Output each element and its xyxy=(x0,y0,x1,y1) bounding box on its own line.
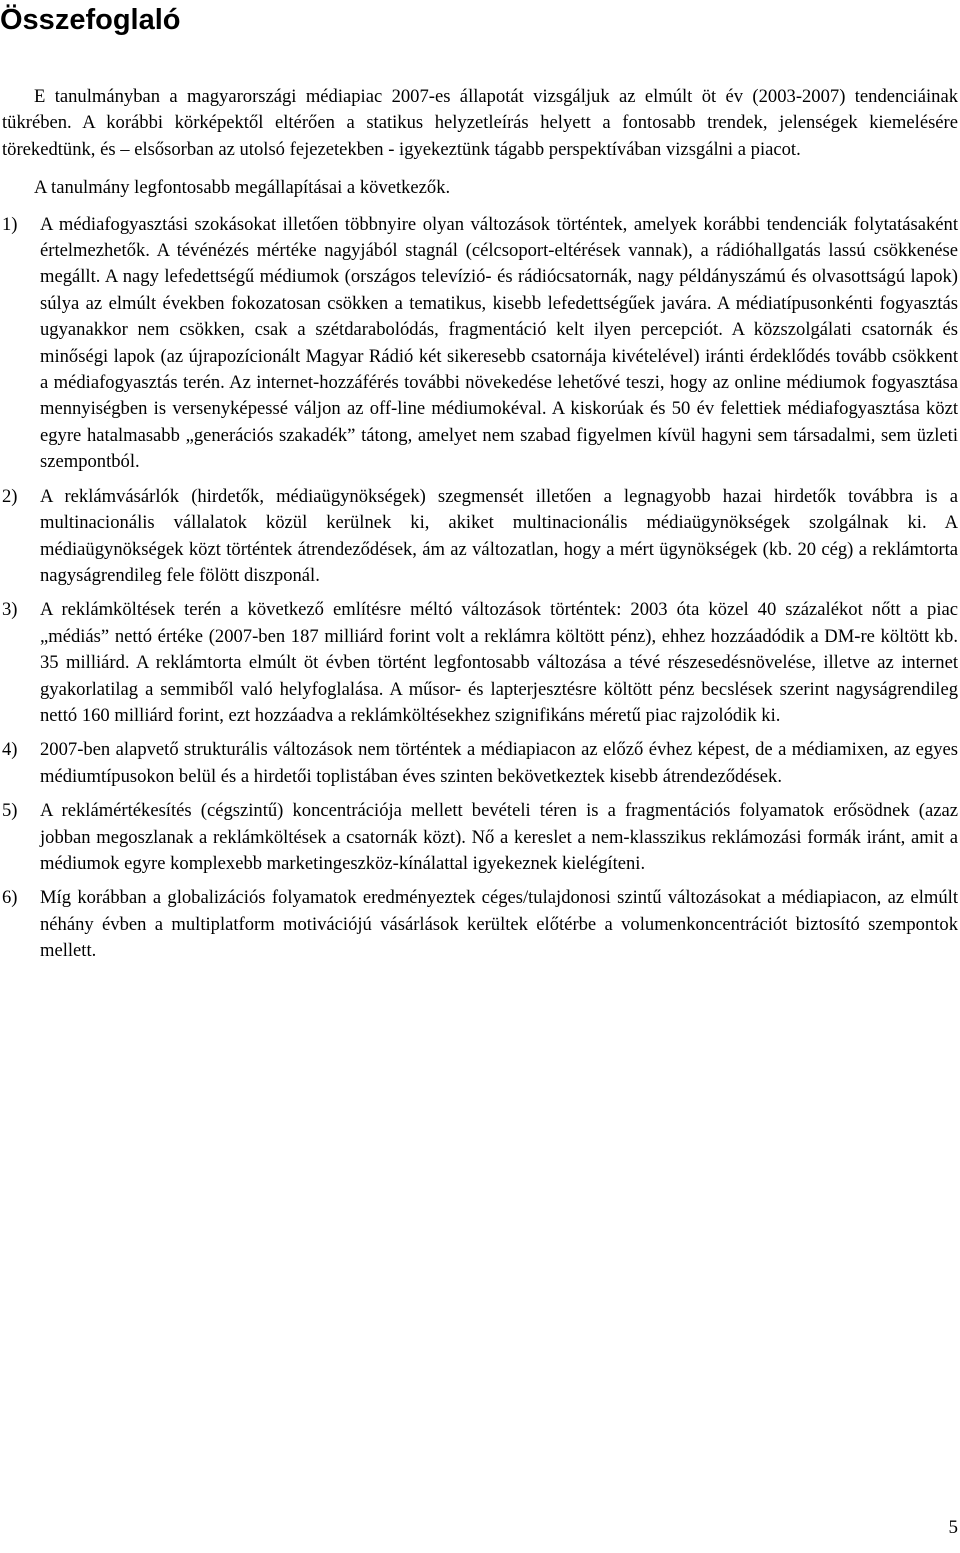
finding-text: 2007-ben alapvető strukturális változások nem történtek a médiapiacon az előző évhez képest, de a médiamixen, az egyes médiumtípusokon belül és a hirdetői toplistában éves szinten bekövetkeztek kisebb átrendeződések. xyxy=(40,739,958,787)
finding-item xyxy=(2,737,958,790)
findings-lead: A tanulmány legfontosabb megállapításai a következők. xyxy=(34,177,451,199)
finding-item xyxy=(2,212,958,476)
finding-text: A reklámértékesítés (cégszintű) koncentrációja mellett bevételi téren is a fragmentációs folyamatok erősödnek (azaz jobban megoszlanak a reklámköltések a csatornák közt). Nő a kereslet a nem-klasszikus reklámozási formák iránt, amit a médiumok egyre komplexebb marketingeszköz-kínálattal igyekeznek kielégíteni. xyxy=(40,800,958,874)
finding-number: 6) xyxy=(2,887,18,909)
finding-text: A reklámköltések terén a következő említésre méltó változások történtek: 2003 óta közel 40 százalékot nőtt a piac „médiás” nettó értéke (2007-ben 187 milliárd forint volt a reklámra költött pénz), ehhez hozzáadódik a DM-re költött kb. 35 milliárd. A reklámtorta elmúlt öt évben történt legfontosabb változása a tévé részesedésnövelése, illetve az internet gyakorlatilag a semmiből való helyfoglalása. A műsor- és lapterjesztésre költött pénz becslések szerint nagyságrendileg nettó 160 milliárd forint, ezt hozzáadva a reklámköltésekhez szignifikáns méretű piac rajzolódik ki. xyxy=(40,599,958,726)
finding-number: 5) xyxy=(2,800,18,822)
document-body xyxy=(2,84,958,973)
finding-item xyxy=(2,484,958,590)
finding-item xyxy=(2,885,958,964)
finding-number: 4) xyxy=(2,739,18,761)
finding-item xyxy=(2,798,958,877)
finding-number: 1) xyxy=(2,213,18,235)
intro-paragraph: E tanulmányban a magyarországi médiapiac 2007-es állapotát vizsgáljuk az elmúlt öt év (2003-2007) tendenciáinak tükrében. A korábbi körképektől eltérően a statikus helyzetleírás helyett a fontosabb trendek, jelenségek kiemelésére törekedtünk, és – elsősorban az utolsó fejezetekben - igyekeztünk tágabb perspektívában vizsgálni a piacot. xyxy=(2,86,958,160)
finding-text: A médiafogyasztási szokásokat illetően többnyire olyan változások történtek, amelyek korábbi tendenciák folytatásaként értelmezhetők. A tévénézés mértéke nagyjából stagnál (célcsoport-eltérések vannak), a rádióhallgatás lassú csökkenése megállt. A nagy lefedettségű médiumok (országos televízió- és rádiócsatornák, nagy példányszámú és olvasottságú lapok) súlya az elmúlt években fokozatosan csökken a tematikus, kisebb lefedettségűek javára. A médiatípusonkénti fogyasztás ugyanakkor nem csökken, csak a szétdarabolódás, fragmentáció kelt ilyen percepciót. A közszolgálati csatornák és minőségi lapok (az újrapozícionált Magyar Rádió két sikeresebb csatornája kivételével) iránti érdeklődés tovább csökkent a médiafogyasztás terén. Az internet-hozzáférés további növekedése lehetővé teszi, hogy az online médiumok fogyasztása mennyiségben is versenyképessé váljon az off-line médiumokéval. A kiskorúak és 50 év felettiek médiafogyasztása közt egyre hatalmasabb „generációs szakadék” tátong, amelyet nem szabad figyelmen kívül hagyni sem társadalmi, sem üzleti szempontból. xyxy=(40,213,958,473)
finding-text: Míg korábban a globalizációs folyamatok eredményeztek céges/tulajdonosi szintű változásokat a médiapiacon, az elmúlt néhány évben a multiplatform motivációjú vásárlások kerültek előtérbe a volumenkoncentrációt biztosító szempontok mellett. xyxy=(40,887,958,962)
findings-list xyxy=(2,212,958,965)
finding-number: 2) xyxy=(2,485,18,507)
finding-text: A reklámvásárlók (hirdetők, médiaügynökségek) szegmensét illetően a legnagyobb hazai hirdetők továbbra is a multinacionális vállalatok közül kerülnek ki, akiket multinacionális médiaügynökségek szolgálnak ki. A médiaügynökségek közt történtek átrendeződések, ám az változatlan, hogy a mért ügynökségek (kb. 20 cég) a reklámtorta nagyságrendileg fele fölött diszponál. xyxy=(40,485,958,586)
page-number: 5 xyxy=(948,1517,958,1538)
finding-item xyxy=(2,597,958,729)
finding-number: 3) xyxy=(2,599,18,621)
page-title: Összefoglaló xyxy=(0,4,181,36)
